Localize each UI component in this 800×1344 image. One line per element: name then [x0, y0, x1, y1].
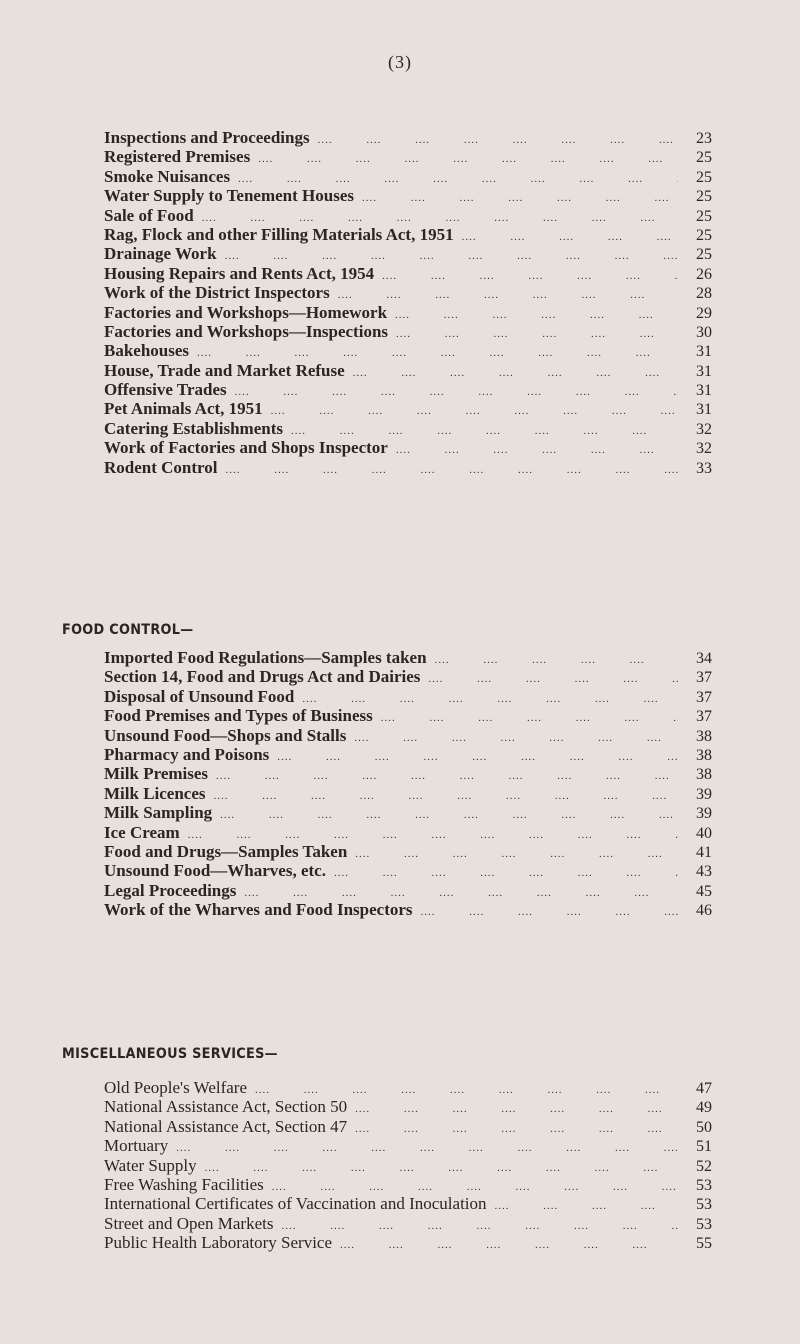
dot-leader — [338, 289, 678, 301]
toc-entry-title: Factories and Workshops—Inspections — [104, 321, 389, 341]
toc-entry — [104, 842, 712, 861]
toc-entry — [104, 1194, 712, 1213]
dot-leader — [188, 829, 678, 841]
toc-entry — [104, 147, 712, 166]
dot-leader — [355, 848, 678, 860]
toc-entry — [104, 225, 712, 244]
dot-leader — [428, 673, 678, 685]
toc-entry-page-number: 31 — [696, 362, 712, 380]
toc-entry — [104, 667, 712, 686]
toc-entry-title: Catering Establishments — [104, 418, 283, 438]
toc-entry-page-number: 25 — [696, 168, 712, 186]
toc-entry — [104, 706, 712, 725]
toc-entry-page-number: 26 — [696, 265, 712, 283]
toc-general-list — [104, 128, 712, 477]
toc-entry-title: Unsound Food—Shops and Stalls — [104, 725, 347, 745]
toc-miscellaneous-list — [104, 1078, 712, 1253]
toc-entry-page-number: 38 — [696, 727, 712, 745]
toc-entry-page-number: 34 — [696, 650, 712, 667]
toc-entry — [104, 244, 712, 263]
toc-entry — [104, 322, 712, 341]
toc-entry — [104, 399, 712, 418]
toc-entry — [104, 458, 712, 477]
toc-entry — [104, 1156, 712, 1175]
toc-entry — [104, 206, 712, 225]
dot-leader — [272, 1181, 678, 1193]
dot-leader — [462, 231, 678, 243]
toc-entry-page-number: 37 — [696, 669, 712, 687]
dot-leader — [205, 1162, 678, 1174]
toc-entry-page-number: 30 — [696, 323, 712, 341]
toc-entry-page-number: 43 — [696, 863, 712, 881]
toc-entry-title: Public Health Laboratory Service — [104, 1233, 333, 1253]
toc-entry-title: Pet Animals Act, 1951 — [104, 399, 263, 419]
toc-entry-page-number: 55 — [696, 1235, 712, 1253]
toc-entry-page-number: 52 — [696, 1157, 712, 1175]
toc-entry-page-number: 31 — [696, 343, 712, 361]
toc-entry-page-number: 39 — [696, 805, 712, 823]
toc-entry-title: Old People's Welfare — [104, 1078, 248, 1097]
toc-entry-title: National Assistance Act, Section 47 — [104, 1116, 348, 1136]
toc-entry — [104, 128, 712, 147]
toc-entry — [104, 1097, 712, 1116]
toc-entry-title: Milk Licences — [104, 783, 206, 803]
toc-entry-page-number: 47 — [696, 1080, 712, 1097]
toc-entry-title: Offensive Trades — [104, 380, 227, 400]
toc-entry — [104, 438, 712, 457]
toc-entry-title: Disposal of Unsound Food — [104, 686, 295, 706]
dot-leader — [281, 1220, 678, 1232]
toc-entry — [104, 1078, 712, 1097]
dot-leader — [355, 1103, 678, 1115]
dot-leader — [382, 270, 678, 282]
toc-entry — [104, 784, 712, 803]
toc-entry-title: Smoke Nuisances — [104, 166, 231, 186]
toc-entry — [104, 745, 712, 764]
dot-leader — [353, 367, 678, 379]
toc-entry — [104, 687, 712, 706]
toc-entry — [104, 861, 712, 880]
toc-entry — [104, 1175, 712, 1194]
toc-entry — [104, 726, 712, 745]
toc-entry-title: Free Washing Facilities — [104, 1174, 264, 1194]
toc-entry-page-number: 33 — [696, 459, 712, 477]
dot-leader — [258, 153, 678, 165]
toc-entry-title: Ice Cream — [104, 822, 180, 842]
toc-entry — [104, 803, 712, 822]
dot-leader — [202, 212, 678, 224]
miscellaneous-services-heading: MISCELLANEOUS SERVICES— — [62, 1046, 278, 1062]
toc-food-control-list — [104, 648, 712, 919]
toc-entry-page-number: 25 — [696, 246, 712, 264]
toc-entry-page-number: 50 — [696, 1118, 712, 1136]
dot-leader — [216, 770, 678, 782]
toc-entry-page-number: 45 — [696, 882, 712, 900]
dot-leader — [395, 309, 678, 321]
toc-entry-title: Milk Premises — [104, 764, 209, 784]
toc-entry-title: Legal Proceedings — [104, 880, 237, 900]
dot-leader — [226, 464, 679, 476]
toc-entry-title: Work of the District Inspectors — [104, 283, 330, 303]
toc-entry — [104, 186, 712, 205]
dot-leader — [255, 1084, 678, 1096]
toc-entry-title: Food Premises and Types of Business — [104, 706, 373, 726]
toc-entry-title: Housing Repairs and Rents Act, 1954 — [104, 263, 375, 283]
dot-leader — [291, 425, 678, 437]
toc-entry — [104, 881, 712, 900]
toc-entry-page-number: 51 — [696, 1138, 712, 1156]
toc-entry-title: Mortuary — [104, 1136, 169, 1156]
toc-entry — [104, 900, 712, 919]
toc-entry-page-number: 25 — [696, 149, 712, 167]
dot-leader — [396, 328, 678, 340]
toc-entry — [104, 361, 712, 380]
toc-entry-page-number: 28 — [696, 285, 712, 303]
toc-entry — [104, 764, 712, 783]
page-number: (3) — [388, 52, 412, 72]
toc-entry-page-number: 25 — [696, 188, 712, 206]
toc-entry-title: Water Supply — [104, 1155, 197, 1175]
toc-entry-title: Registered Premises — [104, 147, 251, 167]
toc-entry — [104, 264, 712, 283]
toc-entry-title: Pharmacy and Poisons — [104, 744, 270, 764]
toc-entry — [104, 823, 712, 842]
toc-entry — [104, 1233, 712, 1252]
toc-entry — [104, 1214, 712, 1233]
dot-leader — [381, 712, 678, 724]
toc-entry-title: Section 14, Food and Drugs Act and Dairies — [104, 667, 421, 687]
dot-leader — [271, 405, 678, 417]
toc-entry — [104, 1117, 712, 1136]
toc-entry-title: Imported Food Regulations—Samples taken — [104, 648, 427, 667]
toc-entry-title: Water Supply to Tenement Houses — [104, 186, 355, 206]
toc-entry-page-number: 37 — [696, 688, 712, 706]
toc-entry-title: Bakehouses — [104, 341, 190, 361]
toc-entry-page-number: 49 — [696, 1099, 712, 1117]
dot-leader — [235, 386, 678, 398]
toc-entry — [104, 1136, 712, 1155]
dot-leader — [340, 1239, 678, 1251]
toc-entry — [104, 380, 712, 399]
dot-leader — [214, 790, 678, 802]
toc-entry-page-number: 37 — [696, 708, 712, 726]
toc-entry-title: Rodent Control — [104, 457, 218, 477]
toc-entry — [104, 648, 712, 667]
dot-leader — [220, 809, 678, 821]
dot-leader — [277, 751, 678, 763]
toc-entry-page-number: 25 — [696, 226, 712, 244]
dot-leader — [334, 867, 678, 879]
dot-leader — [318, 134, 678, 146]
toc-entry — [104, 419, 712, 438]
toc-entry — [104, 303, 712, 322]
toc-entry-title: Food and Drugs—Samples Taken — [104, 841, 348, 861]
dot-leader — [355, 1123, 678, 1135]
dot-leader — [396, 444, 678, 456]
food-control-heading: FOOD CONTROL— — [62, 622, 194, 638]
toc-entry-page-number: 29 — [696, 304, 712, 322]
dot-leader — [302, 693, 678, 705]
dot-leader — [362, 192, 678, 204]
dot-leader — [176, 1142, 678, 1154]
dot-leader — [238, 173, 678, 185]
toc-entry-title: House, Trade and Market Refuse — [104, 360, 345, 380]
toc-entry-page-number: 46 — [696, 902, 712, 920]
dot-leader — [421, 906, 678, 918]
toc-entry-page-number: 40 — [696, 824, 712, 842]
toc-entry-page-number: 53 — [696, 1215, 712, 1233]
toc-entry-page-number: 31 — [696, 382, 712, 400]
dot-leader — [435, 654, 678, 666]
toc-entry — [104, 341, 712, 360]
toc-entry-title: Work of Factories and Shops Inspector — [104, 438, 388, 458]
toc-entry-title: Rag, Flock and other Filling Materials Act, 1951 — [104, 224, 454, 244]
toc-entry — [104, 283, 712, 302]
toc-entry-page-number: 41 — [696, 843, 712, 861]
toc-entry-page-number: 39 — [696, 785, 712, 803]
toc-entry-page-number: 32 — [696, 420, 712, 438]
toc-entry-page-number: 53 — [696, 1176, 712, 1194]
toc-entry-page-number: 32 — [696, 440, 712, 458]
toc-entry-title: International Certificates of Vaccination and Inoculation — [104, 1194, 487, 1214]
toc-entry-page-number: 31 — [696, 401, 712, 419]
dot-leader — [354, 732, 678, 744]
toc-entry-title: Sale of Food — [104, 205, 194, 225]
toc-entry-page-number: 38 — [696, 746, 712, 764]
toc-entry-page-number: 53 — [696, 1196, 712, 1214]
toc-entry-title: National Assistance Act, Section 50 — [104, 1097, 348, 1117]
toc-entry-title: Street and Open Markets — [104, 1213, 274, 1233]
dot-leader — [197, 347, 678, 359]
toc-entry-page-number: 25 — [696, 207, 712, 225]
toc-entry-title: Factories and Workshops—Homework — [104, 302, 388, 322]
toc-entry-title: Inspections and Proceedings — [104, 128, 310, 147]
dot-leader — [225, 250, 678, 262]
toc-entry-page-number: 38 — [696, 766, 712, 784]
toc-entry-title: Drainage Work — [104, 244, 217, 264]
toc-entry-title: Milk Sampling — [104, 803, 213, 823]
toc-entry-page-number: 23 — [696, 130, 712, 147]
toc-entry-title: Unsound Food—Wharves, etc. — [104, 861, 326, 881]
toc-entry-title: Work of the Wharves and Food Inspectors — [104, 900, 413, 920]
dot-leader — [495, 1200, 678, 1212]
dot-leader — [244, 887, 678, 899]
toc-entry — [104, 167, 712, 186]
